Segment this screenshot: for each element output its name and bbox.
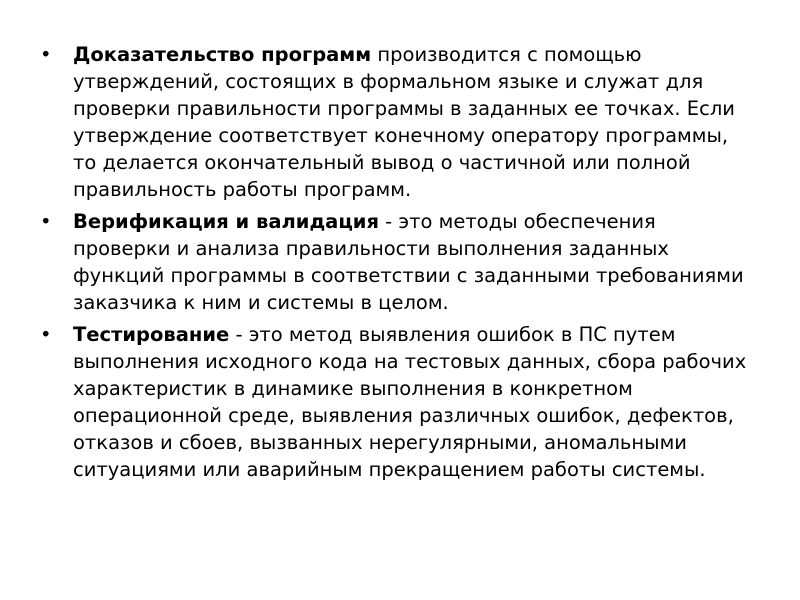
term-verification: Верификация и валидация xyxy=(73,210,379,233)
bullet-icon: • xyxy=(40,210,52,233)
definition-proof: производится с помощью утверждений, состоящих в формальном языке и служат для проверки правильности программы в заданных ее точках. Если утверждение соответствует конечному оператору программы, то делается окончательный вывод о частичной или полной правильность работы программ. xyxy=(73,43,735,201)
bullet-item-verification xyxy=(40,208,752,316)
bullet-item-testing xyxy=(40,321,752,483)
term-proof: Доказательство программ xyxy=(73,43,372,66)
bullet-list xyxy=(40,41,752,488)
definition-verification: - это методы обеспечения проверки и анализа правильности выполнения заданных функций программы в соответствии с заданными требованиями заказчика к ним и системы в целом. xyxy=(73,210,744,314)
bullet-item-proof xyxy=(40,41,752,203)
term-testing: Тестирование xyxy=(73,323,230,346)
definition-testing: - это метод выявления ошибок в ПС путем выполнения исходного кода на тестовых данных, сбора рабочих характеристик в динамике выполнения в конкретном операционной среде, выявления различных ошибок, дефектов, отказов и сбоев, вызванных нерегулярными, аномальными ситуациями или аварийным прекращением работы системы. xyxy=(73,323,747,481)
bullet-icon: • xyxy=(40,323,52,346)
bullet-icon: • xyxy=(40,43,52,66)
